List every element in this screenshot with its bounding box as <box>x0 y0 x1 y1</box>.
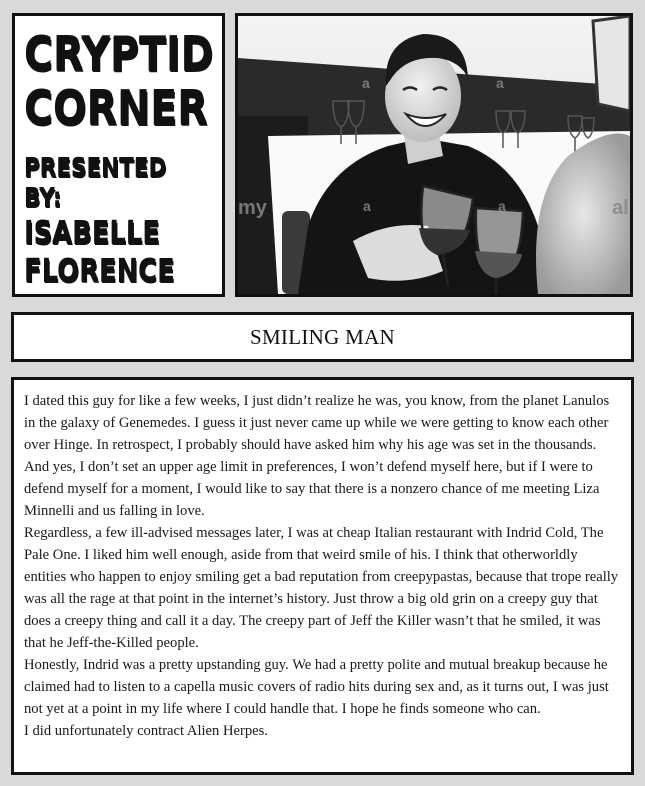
story-panel <box>11 377 634 775</box>
watermark-text: a <box>498 198 506 214</box>
watermark-text: a <box>496 75 504 91</box>
photo-panel <box>235 13 633 297</box>
title-line-1: CRYPTID <box>24 26 214 80</box>
heading-panel <box>11 312 634 362</box>
presented-by-label: PRESENTED BY: <box>24 152 167 211</box>
smiling-man-photo <box>238 16 630 294</box>
watermark-text: a <box>362 75 370 91</box>
watermark-text: al <box>612 197 629 219</box>
title-line-2: CORNER <box>24 80 208 134</box>
story-paragraph: I did unfortunately contract Alien Herpes. <box>24 723 268 739</box>
story-heading: SMILING MAN <box>249 324 396 349</box>
watermark-text: a <box>363 198 371 214</box>
author-first-name: ISABELLE <box>24 215 160 250</box>
story-paragraph: Honestly, Indrid was a pretty upstanding guy. We had a pretty polite and mutual breakup because he claimed had to listen to a capella music covers of radio hits during sex and, as it turns out, I was just not yet at a point in my life where I could handle that. I hope he finds someone who can. <box>24 657 609 717</box>
title-card <box>12 13 225 297</box>
story-paragraph: I dated this guy for like a few weeks, I just didn’t realize he was, you know, from the planet Lanulos in the galaxy of Genemedes. I guess it just never came up while we were getting to know each other over Hinge. In retrospect, I probably should have asked him why his age was set in the thousands. And yes, I don’t set an upper age limit in preferences, I won’t defend myself here, but if I were to defend myself for a moment, I would like to say that there is a nonzero chance of me meeting Liza Minnelli and us falling in love. <box>24 393 610 519</box>
story-paragraph: Regardless, a few ill-advised messages later, I was at cheap Italian restaurant with Indrid Cold, The Pale One. I liked him well enough, aside from that weird smile of his. I think that otherworldly entities who happen to enjoy smiling get a bad reputation from creepypastas, because that trope really was all the rage at that point in the internet’s history. Just throw a big old grin on a creepy guy that does a creepy thing and call it a day. The creepy part of Jeff the Killer wasn’t that he smiled, it was that he Jeff-the-Killed people. <box>24 525 619 651</box>
watermark-text: my <box>238 197 267 219</box>
author-last-name: FLORENCE <box>24 253 175 288</box>
